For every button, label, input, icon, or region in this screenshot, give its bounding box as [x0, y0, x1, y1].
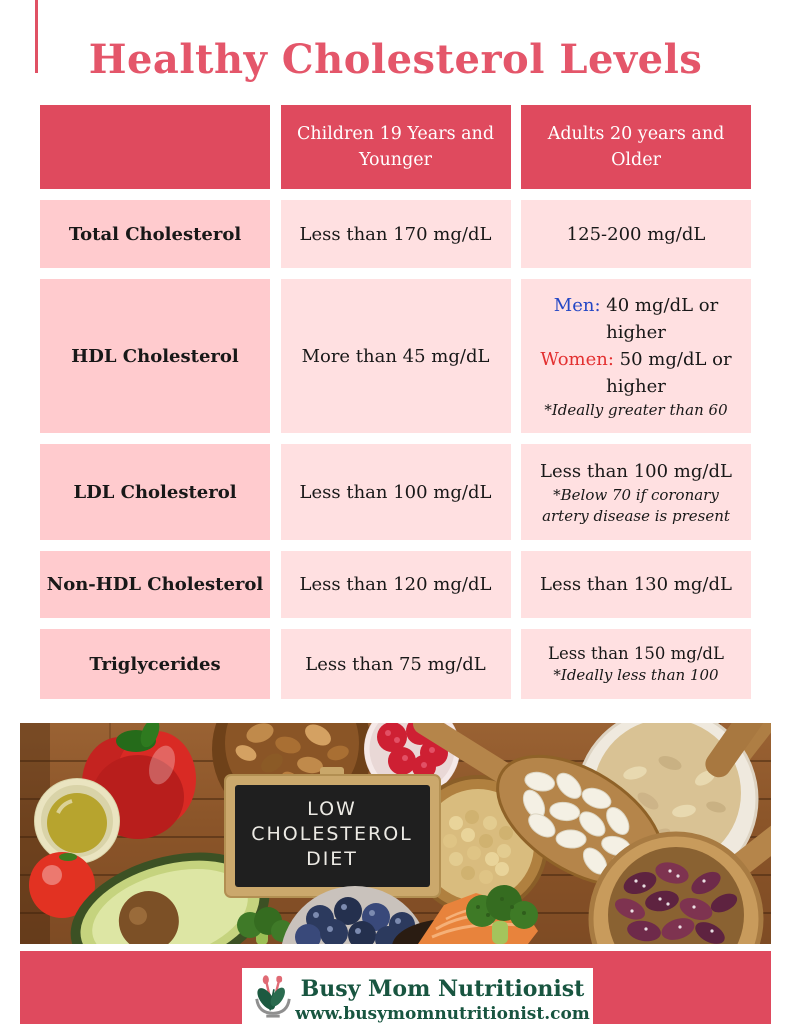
ldl-adults-value [521, 444, 751, 540]
non-hdl-adults-value [521, 551, 751, 618]
men-label: Men: [553, 294, 601, 316]
value-text: Less than 100 mg/dL [299, 481, 492, 503]
hdl-adults-value [521, 279, 751, 433]
ldl-adults-note: *Below 70 if coronary artery disease is present [542, 485, 730, 525]
row-label-ldl-cholesterol: LDL Cholesterol [40, 444, 270, 540]
value-text: More than 45 mg/dL [301, 345, 490, 367]
value-text: 125-200 mg/dL [566, 223, 706, 245]
ldl-children-value [281, 444, 511, 540]
footer-text [295, 972, 590, 1024]
row-label-triglycerides: Triglycerides [40, 629, 270, 699]
chalkboard-line-1: LOW [307, 798, 357, 820]
brand-name: Busy Mom Nutritionist [300, 976, 585, 1002]
triglycerides-adults-note: *Ideally less than 100 [553, 666, 719, 685]
row-label-hdl-cholesterol: HDL Cholesterol [40, 279, 270, 433]
low-cholesterol-foods-photo [20, 723, 771, 944]
row-label-total-cholesterol: Total Cholesterol [40, 200, 270, 268]
women-label: Women: [540, 348, 614, 370]
chalkboard-line-3: DIET [306, 848, 358, 870]
row-label-non-hdl-cholesterol: Non-HDL Cholesterol [40, 551, 270, 618]
total-cholesterol-adults-value [521, 200, 751, 268]
hdl-children-value [281, 279, 511, 433]
total-cholesterol-children-value [281, 200, 511, 268]
men-value: 40 mg/dL or higher [606, 294, 719, 343]
olive-oil-glass [34, 778, 120, 864]
value-text: Less than 120 mg/dL [299, 574, 492, 595]
women-value: 50 mg/dL or higher [606, 348, 732, 397]
header-cell-blank [40, 105, 270, 189]
hdl-men-line [536, 292, 736, 346]
food-photo-illustration [20, 723, 771, 944]
non-hdl-children-value [281, 551, 511, 618]
hdl-women-line [536, 346, 736, 400]
hdl-adults-note: *Ideally greater than 60 [544, 400, 728, 419]
value-text: Less than 150 mg/dL [548, 643, 724, 663]
header-cell-children: Children 19 Years and Younger [281, 105, 511, 189]
website-url: www.busymomnutritionist.com [295, 1004, 590, 1024]
footer-bar [20, 951, 771, 1024]
cholesterol-table [40, 105, 751, 699]
triglycerides-children-value [281, 629, 511, 699]
value-text: Less than 100 mg/dL [540, 460, 732, 482]
triglycerides-adults-value [521, 629, 751, 699]
value-text: Less than 170 mg/dL [299, 223, 492, 245]
value-text: Less than 75 mg/dL [305, 653, 486, 675]
value-text: Less than 130 mg/dL [540, 574, 732, 595]
header-cell-adults: Adults 20 years and Older [521, 105, 751, 189]
chalkboard-line-2: CHOLESTEROL [251, 823, 413, 845]
page-title: Healthy Cholesterol Levels [88, 36, 703, 83]
footer-brand-card [242, 968, 593, 1024]
busy-mom-nutritionist-logo [250, 972, 296, 1020]
